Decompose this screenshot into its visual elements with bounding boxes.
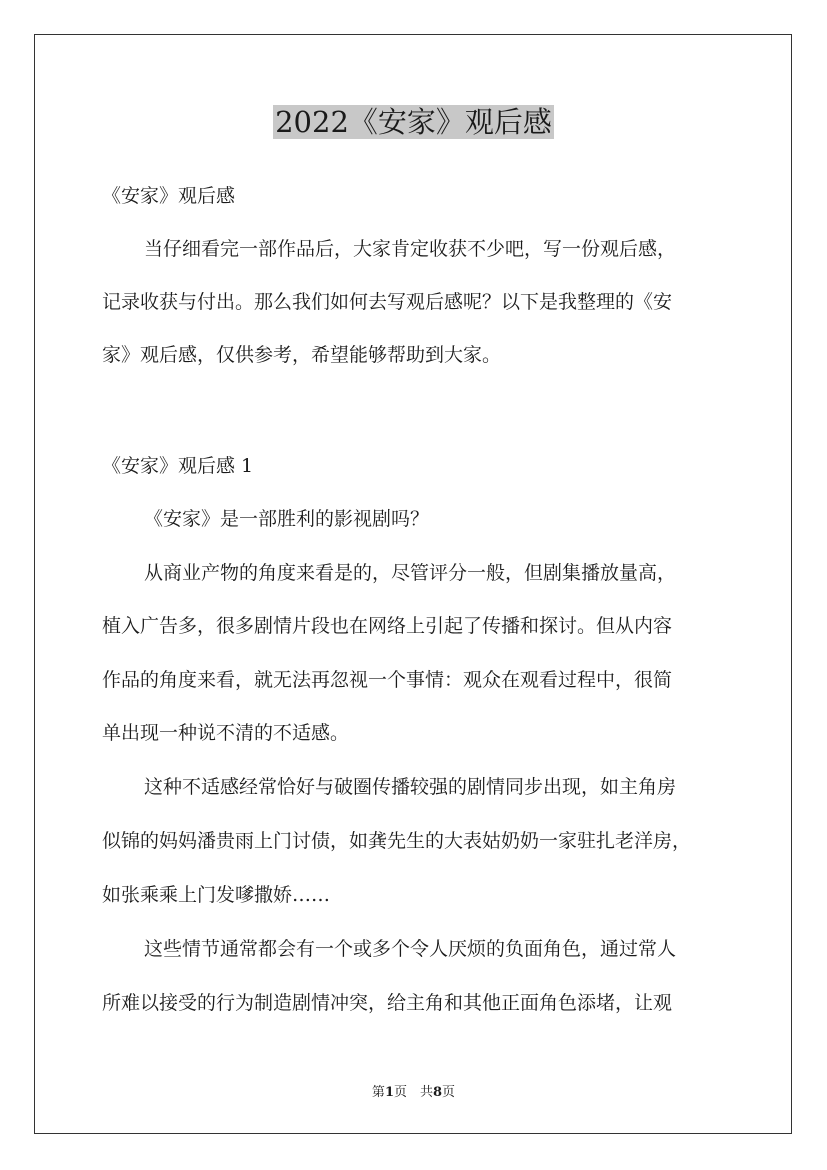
page-footer [0, 1085, 827, 1101]
paragraph-line: 这些情节通常都会有一个或多个令人厌烦的负面角色，通过常人 [144, 938, 677, 960]
paragraph-line: 植入广告多，很多剧情片段也在网络上引起了传播和探讨。但从内容 [102, 615, 673, 637]
paragraph-line: 作品的角度来看，就无法再忽视一个事情：观众在观看过程中，很简 [102, 669, 673, 691]
paragraph-line: 单出现一种说不清的不适感。 [102, 722, 350, 744]
title-highlight: 2022《安家》观后感 [275, 105, 552, 139]
section-heading: 《安家》观后感 1 [102, 455, 254, 477]
intro-heading: 《安家》观后感 [102, 185, 236, 207]
page-label-prefix: 第 [371, 1085, 385, 1100]
paragraph-line: 这种不适感经常恰好与破圈传播较强的剧情同步出现，如主角房 [144, 776, 677, 798]
total-pages: 8 [433, 1085, 443, 1100]
page-label-mid: 页 共 [393, 1085, 433, 1100]
paragraph-line: 如张乘乘上门发嗲撒娇…… [102, 884, 331, 906]
document-title [0, 102, 827, 142]
paragraph-line: 所难以接受的行为制造剧情冲突，给主角和其他正面角色添堵，让观 [102, 992, 673, 1014]
paragraph-line: 记录收获与付出。那么我们如何去写观后感呢？以下是我整理的《安 [102, 291, 673, 313]
paragraph-line: 似锦的妈妈潘贵雨上门讨债，如龚先生的大表姑奶奶一家驻扎老洋房， [102, 830, 692, 852]
page-label-suffix: 页 [442, 1085, 456, 1100]
paragraph-line: 当仔细看完一部作品后，大家肯定收获不少吧，写一份观后感， [144, 238, 677, 260]
paragraph-line: 家》观后感，仅供参考，希望能够帮助到大家。 [102, 344, 502, 366]
paragraph-line: 《安家》是一部胜利的影视剧吗？ [144, 508, 430, 530]
paragraph-line: 从商业产物的角度来看是的，尽管评分一般，但剧集播放量高， [144, 562, 677, 584]
page-number: 1 [384, 1085, 394, 1100]
